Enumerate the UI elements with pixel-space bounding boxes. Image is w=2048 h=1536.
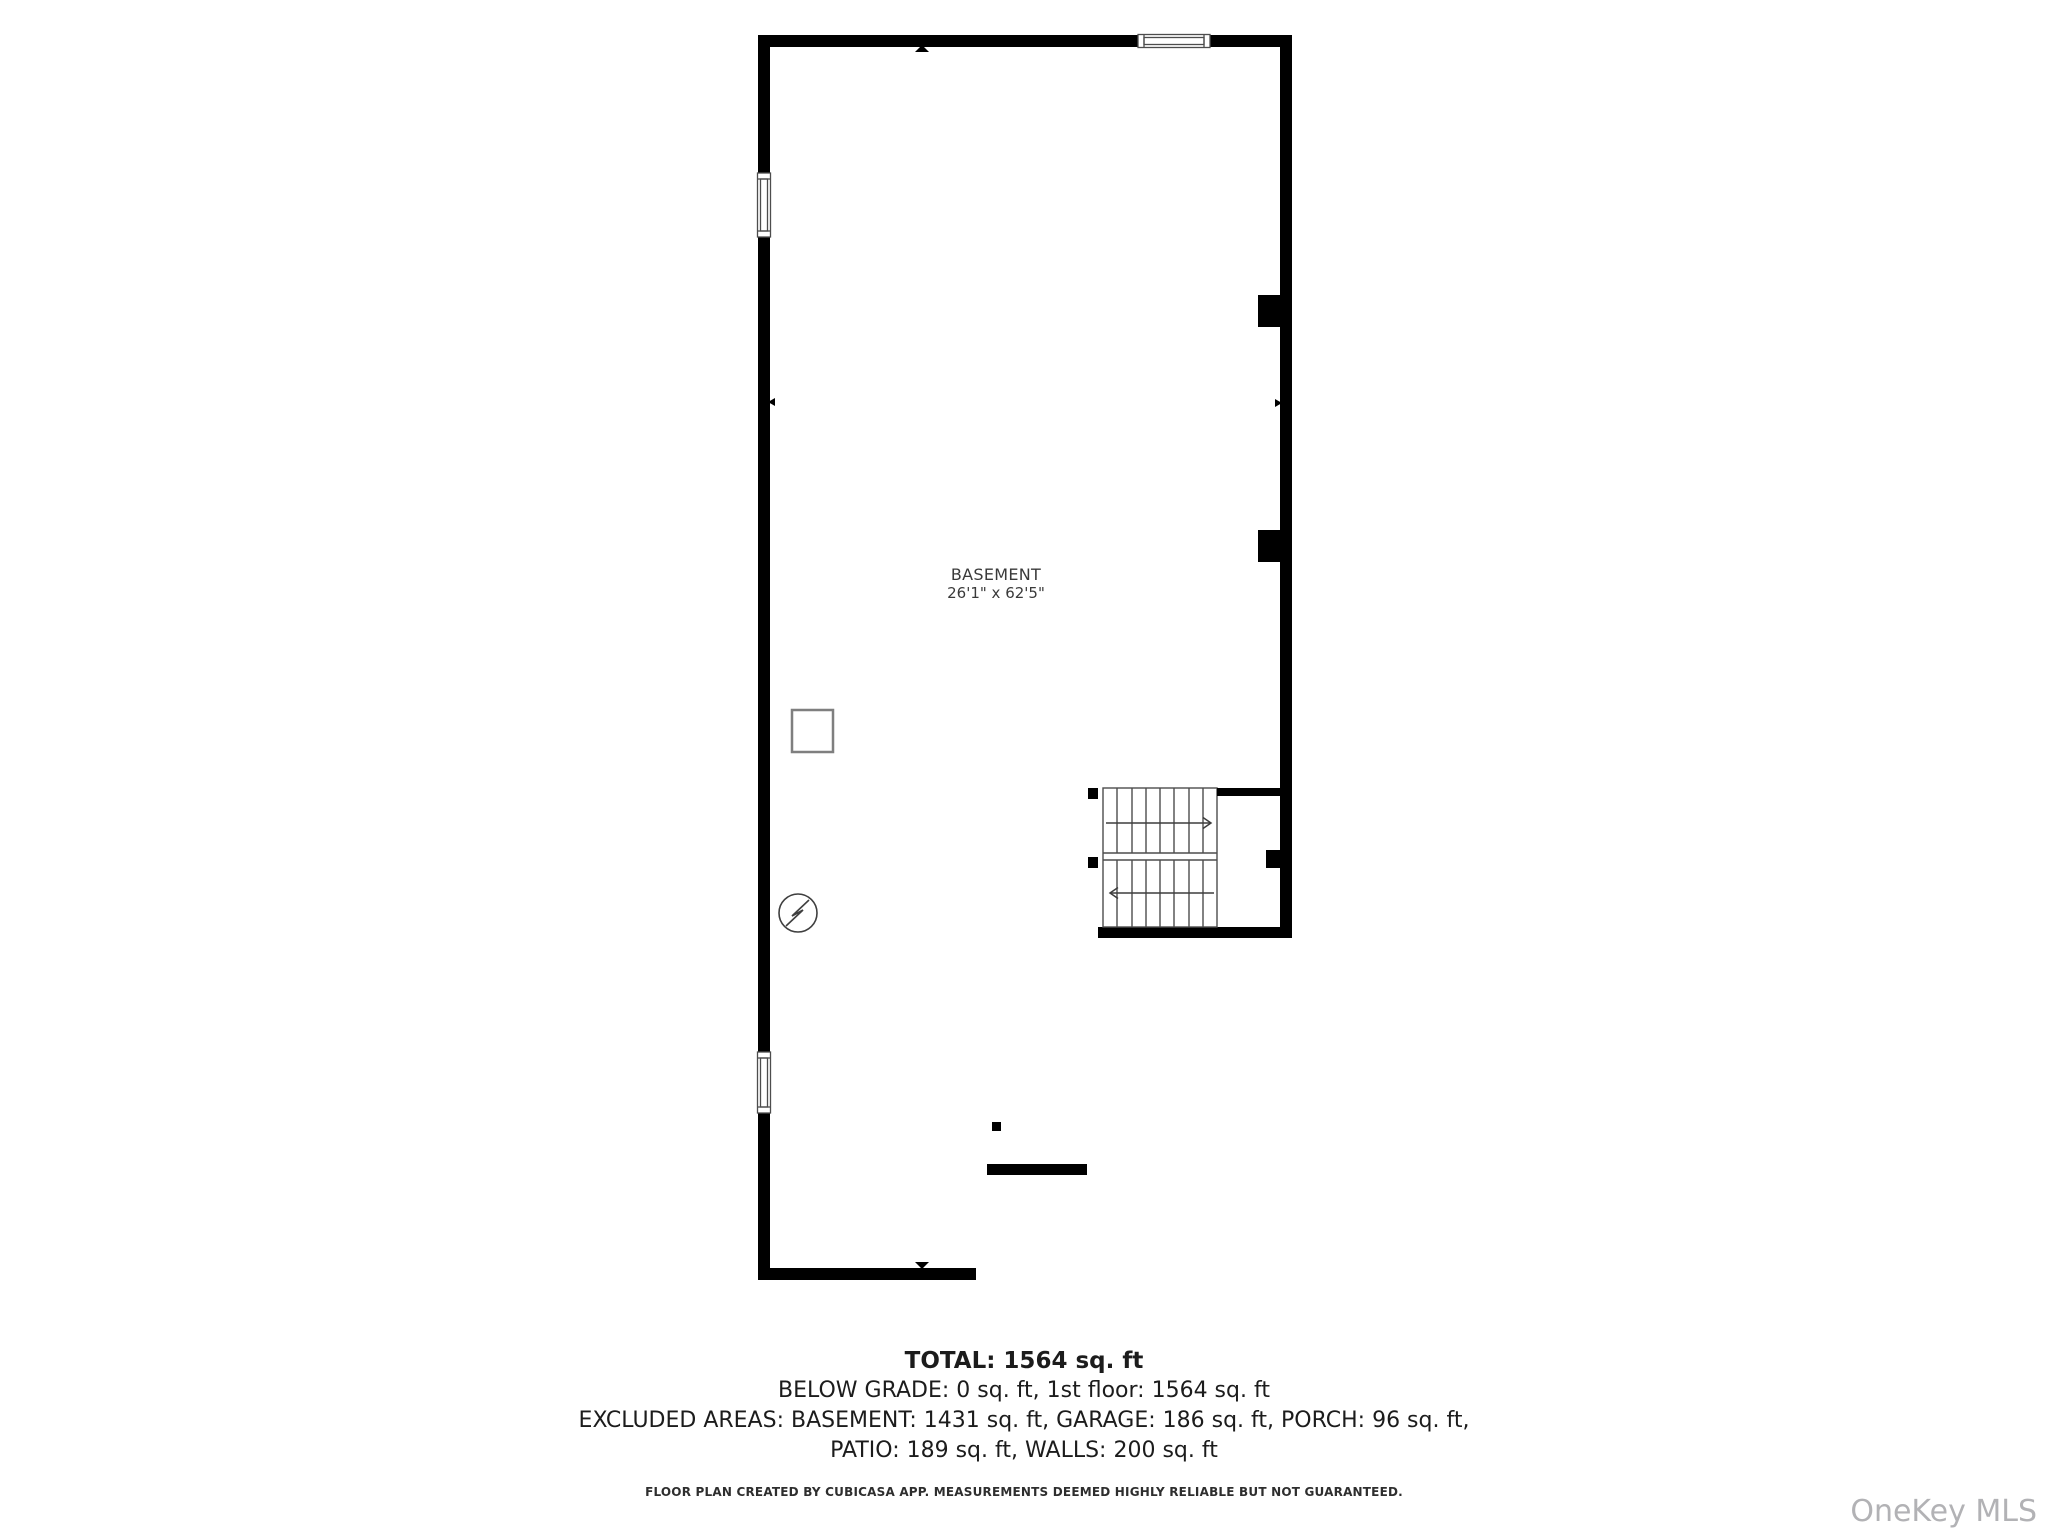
stair-newel-post	[1088, 857, 1098, 868]
stair-head-wall	[1217, 788, 1280, 796]
summary-patio-walls: PATIO: 189 sq. ft, WALLS: 200 sq. ft	[830, 1438, 1218, 1463]
room-dimensions: 26'1" x 62'5"	[947, 584, 1045, 602]
summary-excluded-areas: EXCLUDED AREAS: BASEMENT: 1431 sq. ft, GARAGE: 186 sq. ft, PORCH: 96 sq. ft,	[578, 1408, 1470, 1433]
wall-pilaster	[1266, 850, 1280, 868]
electrical-panel-icon	[779, 894, 817, 932]
window-top-wall-icon	[1138, 35, 1210, 48]
window-left-wall-upper-icon	[758, 173, 771, 237]
summary-below-grade: BELOW GRADE: 0 sq. ft, 1st floor: 1564 sq. ft	[778, 1378, 1270, 1403]
room-name: BASEMENT	[950, 565, 1042, 584]
summary-total: TOTAL: 1564 sq. ft	[904, 1348, 1144, 1374]
stair-newel-post	[1088, 788, 1098, 799]
exterior-walls	[758, 35, 1292, 1280]
support-post-icon	[792, 710, 833, 752]
onekey-mls-watermark: OneKey MLS	[1850, 1494, 2037, 1529]
area-summary	[0, 1346, 2048, 1466]
window-left-wall-lower-icon	[758, 1052, 771, 1113]
wall-pilaster	[1258, 295, 1280, 327]
room-label	[846, 565, 1146, 603]
post-marker	[992, 1122, 1001, 1131]
room-floor	[770, 47, 1280, 1268]
disclaimer-text: FLOOR PLAN CREATED BY CUBICASA APP. MEASUREMENTS DEEMED HIGHLY RELIABLE BUT NOT GUARANTEED.	[645, 1485, 1403, 1499]
wall-pilaster	[1258, 530, 1280, 562]
